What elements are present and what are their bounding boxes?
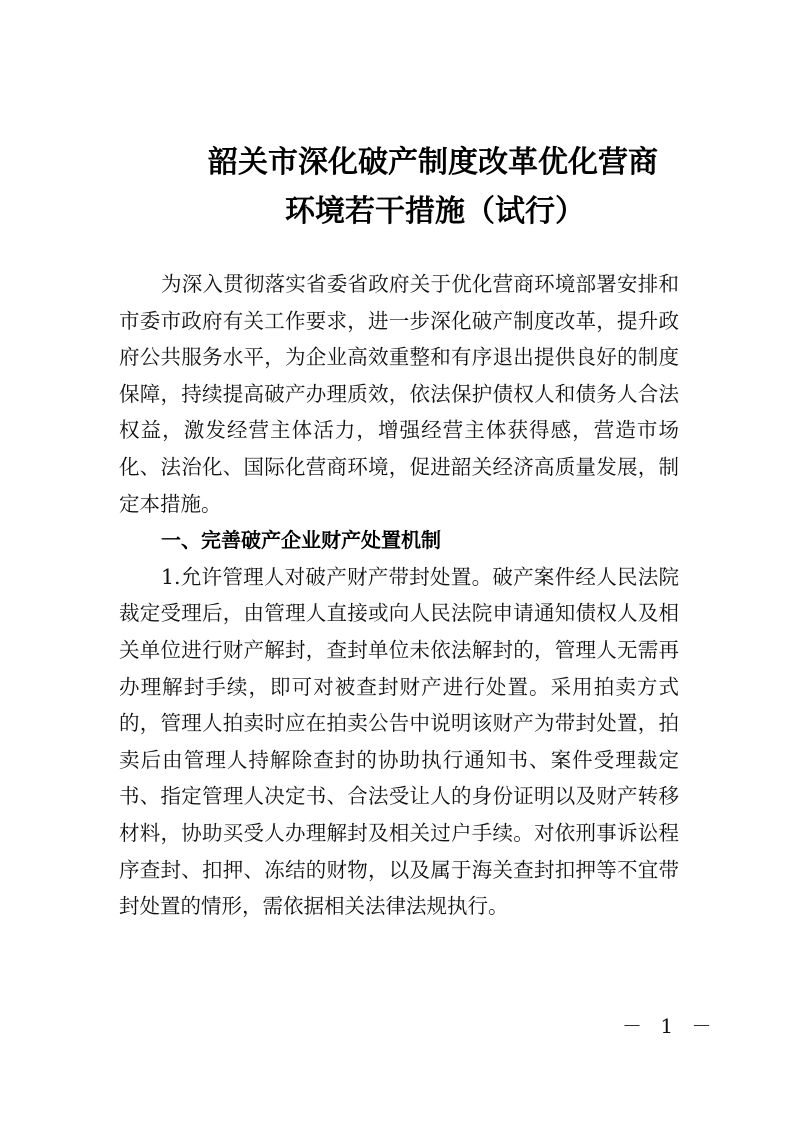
document-title-line2: 环境若干措施（试行） bbox=[285, 194, 585, 229]
intro-paragraph: 为深入贯彻落实省委省政府关于优化营商环境部署安排和市委市政府有关工作要求，进一步深化破产制度改革，提升政府公共服务水平，为企业高效重整和有序退出提供良好的制度保障，持续提高破产办理质效，依法保护债权人和债务人合法权益，激发经营主体活力，增强经营主体获得感，营造市场化、法治化、国际化营商环境，促进韶关经济高质量发展，制定本措施。 bbox=[119, 272, 679, 516]
page-number: － 1 － bbox=[622, 1014, 718, 1038]
document-body bbox=[119, 266, 679, 925]
item-paragraph: 1.允许管理人对破产财产带封处置。破产案件经人民法院裁定受理后，由管理人直接或向人民法院申请通知债权人及相关单位进行财产解封，查封单位未依法解封的，管理人无需再办理解封手续，即可对被查封财产进行处置。采用拍卖方式的，管理人拍卖时应在拍卖公告中说明该财产为带封处置，拍卖后由管理人持解除查封的协助执行通知书、案件受理裁定书、指定管理人决定书、合法受让人的身份证明以及财产转移材料，协助买受人办理解封及相关过户手续。对依刑事诉讼程序查封、扣押、冻结的财物，以及属于海关查封扣押等不宜带封处置的情形，需依据相关法律法规执行。 bbox=[119, 564, 679, 919]
section-heading: 一、完善破产企业财产处置机制 bbox=[161, 528, 441, 553]
document-title-line1: 韶关市深化破产制度改革优化营商 bbox=[208, 145, 658, 180]
